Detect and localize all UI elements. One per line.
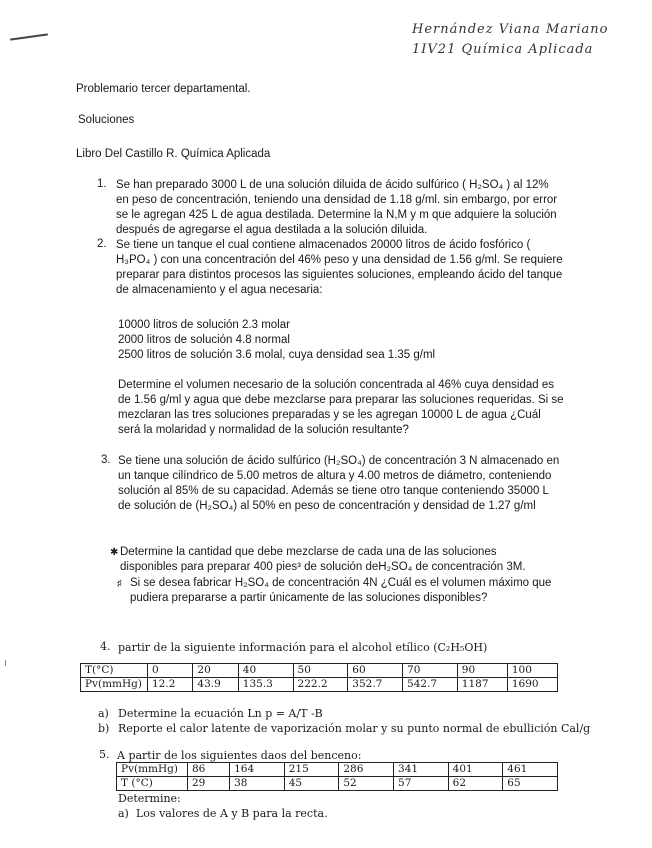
table-cell: 90 [457,664,507,678]
handwritten-group: 1IV21 Química Aplicada [412,42,594,57]
problem-2-item-3: 2500 litros de solución 3.6 molal, cuya densidad sea 1.35 g/ml [118,349,436,361]
table-cell: 461 [503,763,558,777]
problem-2-item-2: 2000 litros de solución 4.8 normal [118,334,290,346]
hash-marker: ♯ [117,578,122,588]
problem-4-number: 4. [100,640,111,653]
table-cell: 1690 [507,678,557,692]
problem-3-sub-a: Determine la cantidad que debe mezclarse de cada una de las soluciones disponibles para preparar 400 pies³ de solución deH₂SO₄ de concentración 3M. [120,546,526,573]
margin-tick [5,660,6,666]
problem-4-item-a: Determine la ecuación Ln p = A/T -B [118,707,323,720]
table-cell: 12.2 [148,678,193,692]
table-cell: 100 [507,664,557,678]
table-cell: Pv(mmHg) [81,678,148,692]
problem-5-label-a: a) [118,807,129,820]
problem-4-text: partir de la siguiente información para el alcohol etílico (C₂H₅OH) [118,641,488,654]
table-cell: 542.7 [403,678,458,692]
problem-4-item-b: Reporte el calor latente de vaporización molar y su punto normal de ebullición Cal/g [118,722,591,735]
table-cell: 45 [284,777,339,791]
table-cell: 401 [448,763,503,777]
table-cell: T(°C) [81,664,148,678]
table-row [81,664,558,678]
table-cell: 0 [148,664,193,678]
table-cell: 60 [348,664,403,678]
table-cell: 43.9 [193,678,238,692]
problem-3-sub-b: Si se desea fabricar H₂SO₄ de concentración 4N ¿Cuál es el volumen máximo que pudiera prepararse a partir únicamente de las soluciones disponibles? [130,577,552,604]
table-row [117,763,558,777]
table-cell: 215 [284,763,339,777]
table-cell: 65 [503,777,558,791]
asterisk-marker: ✱ [110,547,119,558]
problem-2-text: Se tiene un tanque el cual contiene almacenados 20000 litros de ácido fosfórico ( H₃PO₄ ) con una concentración del 46% peso y una densidad de 1.56 g/ml. Se requiere preparar para distintos procesos las siguientes soluciones, empleando ácido del tanque de almacenamiento y el agua necesaria: [116,239,563,296]
table-cell: 40 [238,664,293,678]
table-cell: 57 [394,777,449,791]
table-cell: 352.7 [348,678,403,692]
table-cell: 1187 [457,678,507,692]
table-cell: T (°C) [117,777,188,791]
problem-5-determine: Determine: [118,792,181,805]
table-cell: 62 [448,777,503,791]
table-cell: 135.3 [238,678,293,692]
problem-5-number: 5. [99,748,110,761]
doc-title: Problemario tercer departamental. [76,83,251,95]
table-row [81,678,558,692]
table-cell: 70 [403,664,458,678]
problem-4-label-b: b) [98,722,110,735]
table-cell: 164 [230,763,285,777]
book-reference: Libro Del Castillo R. Química Aplicada [76,148,271,160]
table-cell: 222.2 [293,678,348,692]
table-cell: 38 [230,777,285,791]
table-cell: 86 [188,763,230,777]
table-row [117,777,558,791]
pen-stroke [10,33,48,40]
problem-3-text: Se tiene una solución de ácido sulfúrico (H₂SO₄) de concentración 3 N almacenado en un tanque cilíndrico de 5.00 metros de altura y 4.00 metros de diámetro, conteniendo solución al 85% de su capacidad. Además se tiene otro tanque conteniendo 35000 L de solución de (H₂SO₄) al 50% en peso de concentración y densidad de 1.27 g/ml [118,455,560,512]
problem-1-number: 1. [97,178,107,190]
problem-5-item-a: Los valores de A y B para la recta. [136,807,328,820]
benzene-table [116,762,558,791]
problem-2-number: 2. [97,238,107,250]
problem-4-label-a: a) [98,707,109,720]
table-cell: 50 [293,664,348,678]
problem-3-number: 3. [101,454,111,466]
table-cell: 341 [394,763,449,777]
table-cell: 286 [339,763,394,777]
handwritten-name: Hernández Viana Mariano [412,22,609,37]
problem-2-item-1: 10000 litros de solución 2.3 molar [118,319,290,331]
table-cell: 29 [188,777,230,791]
section-title: Soluciones [78,114,135,126]
alcohol-table [80,663,558,692]
problem-1-text: Se han preparado 3000 L de una solución diluida de ácido sulfúrico ( H₂SO₄ ) al 12% en peso de concentración, teniendo una densidad de 1.18 g/ml. sin embargo, por error se le agregan 425 L de agua destilada. Determine la N,M y m que adquiere la solución después de agregarse el agua destilada a la solución diluida. [116,179,558,236]
table-cell: Pv(mmHg) [117,763,188,777]
problem-5-text: A partir de los siguientes daos del benceno: [117,749,362,762]
problem-2-question: Determine el volumen necesario de la solución concentrada al 46% cuya densidad es de 1.56 g/ml y agua que debe mezclarse para preparar las soluciones requeridas. Si se mezclaran las tres soluciones preparadas y se les agregan 10000 L de agua ¿Cuál será la molaridad y normalidad de la solución resultante? [118,379,564,436]
table-cell: 20 [193,664,238,678]
table-cell: 52 [339,777,394,791]
